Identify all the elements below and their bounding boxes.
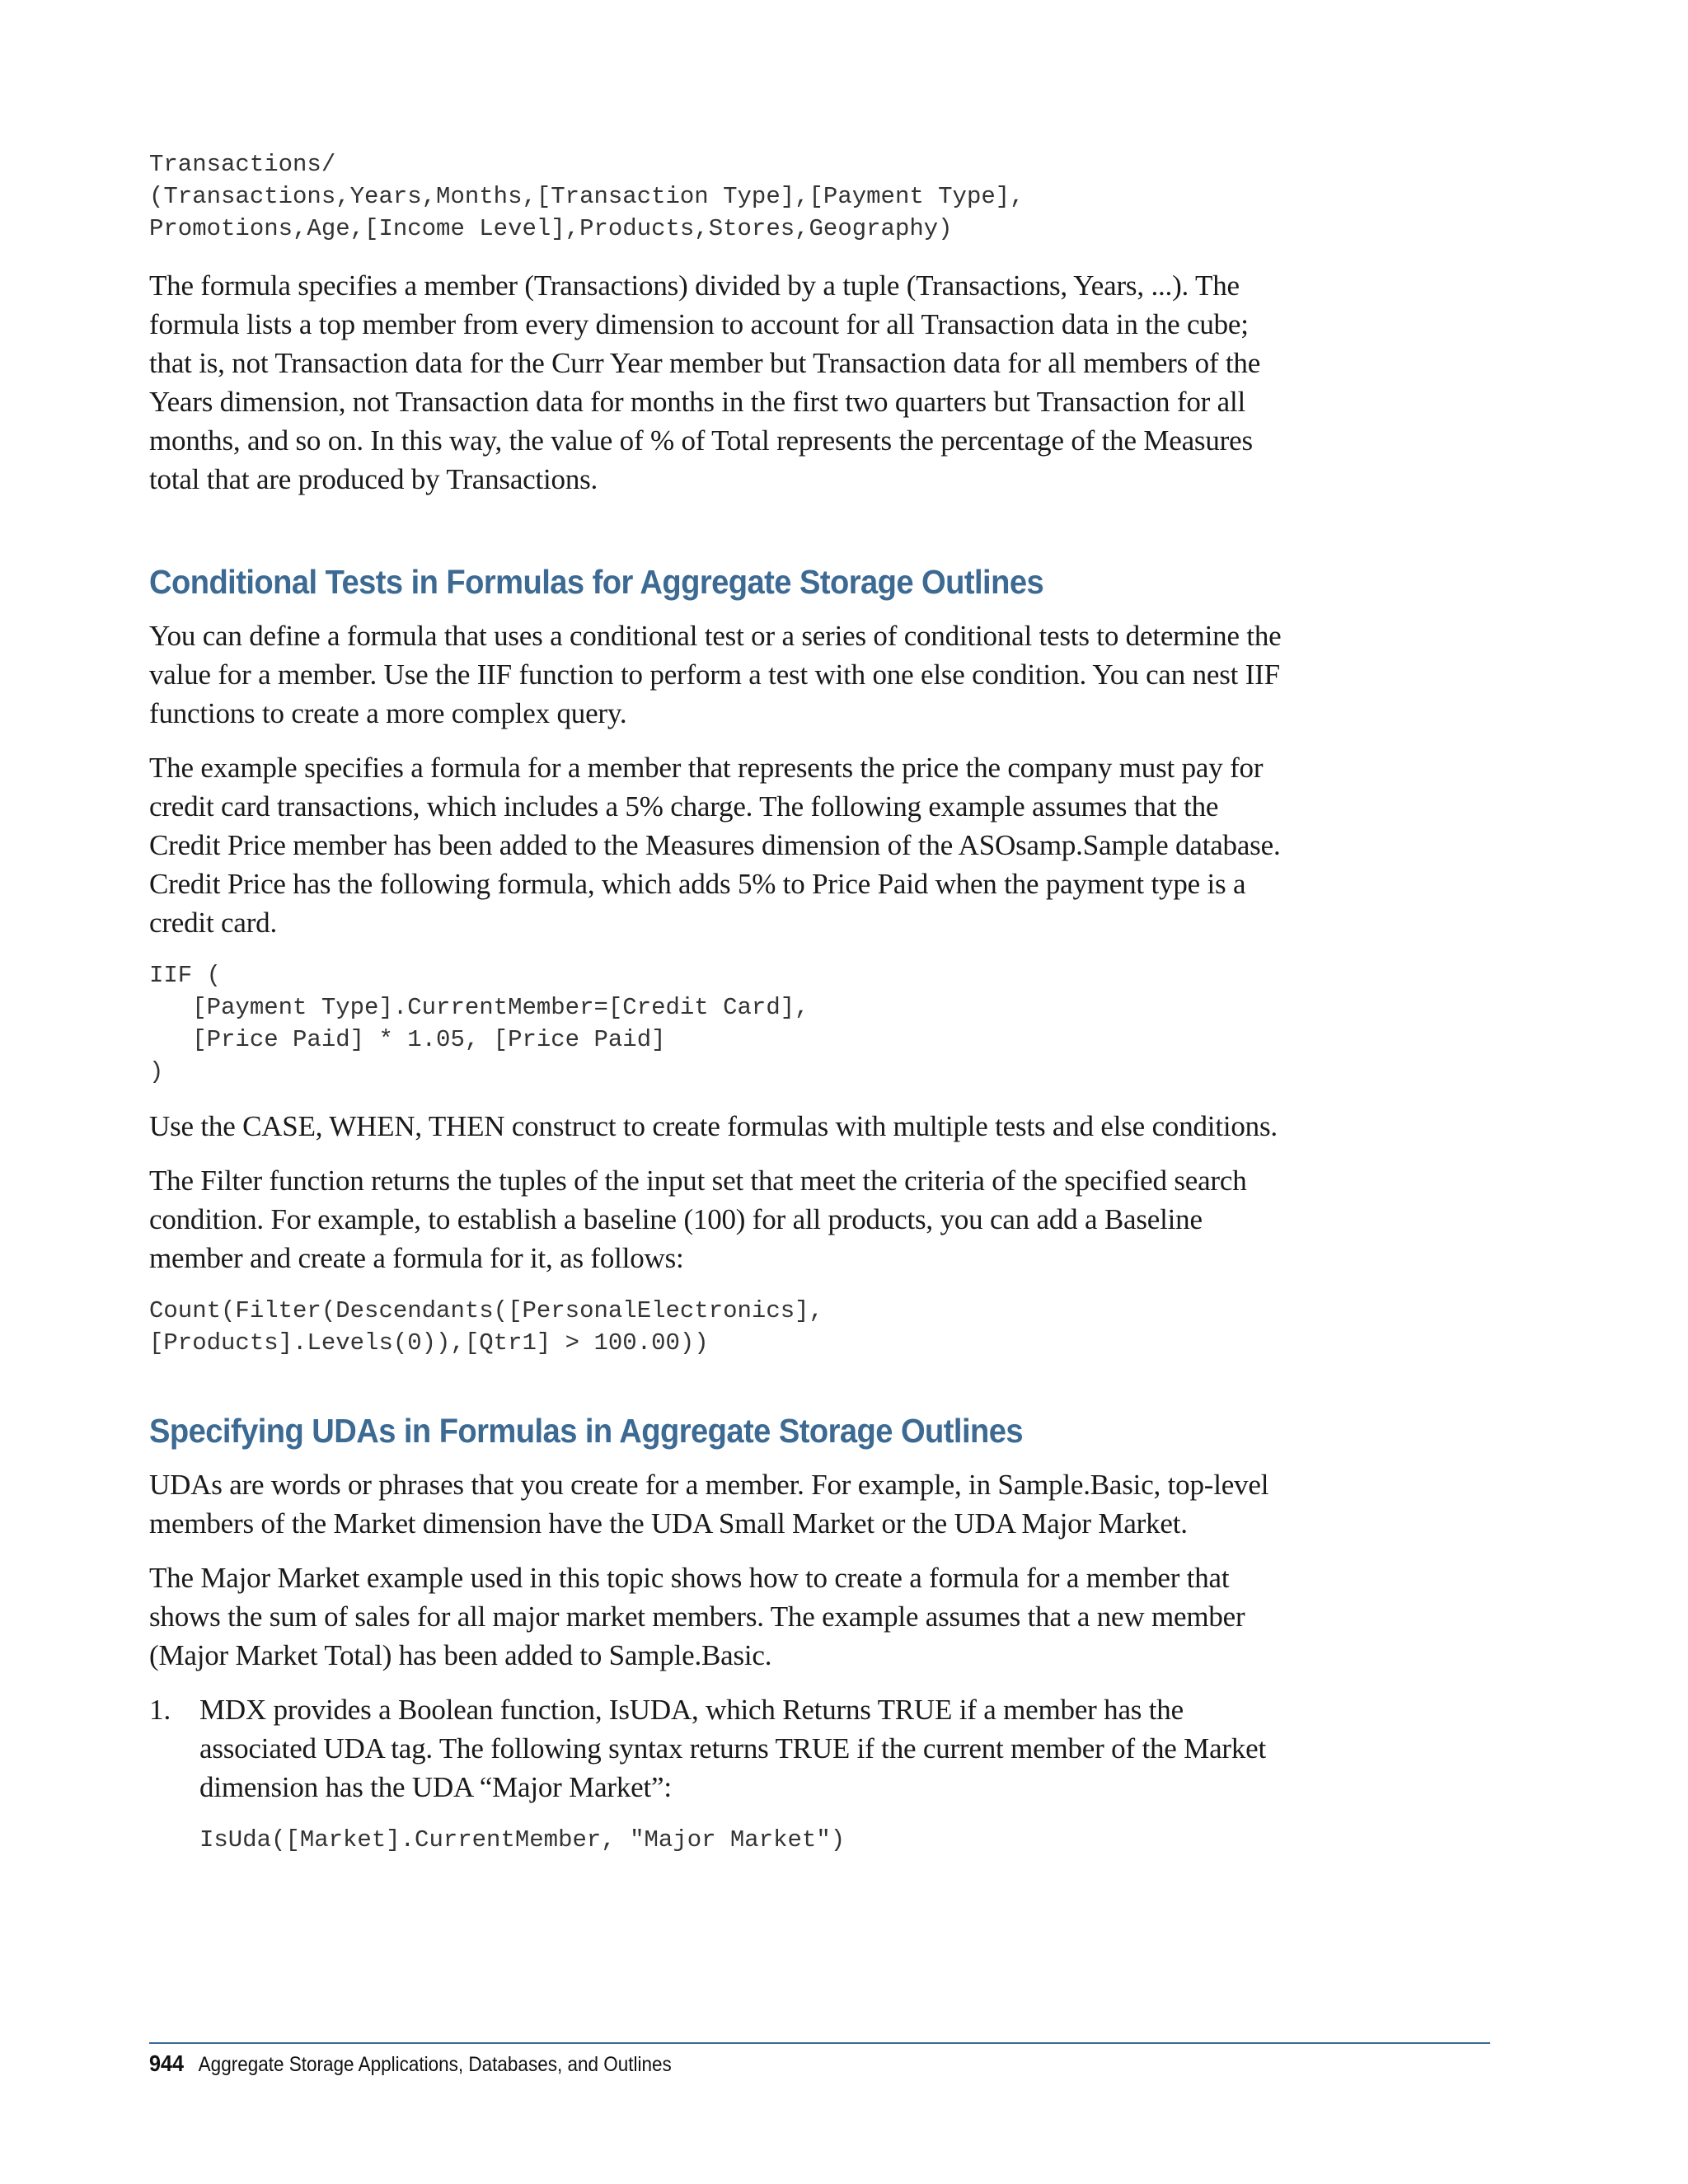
paragraph-case-when-then: Use the CASE, WHEN, THEN construct to create formulas with multiple tests and else conditions.: [149, 1110, 1278, 1142]
page-content: [149, 148, 1295, 1856]
list-item-number: 1.: [149, 1694, 171, 1726]
code-block-isuda: IsUda([Market].CurrentMember, "Major Market"): [199, 1826, 846, 1854]
paragraph-conditional-intro: You can define a formula that uses a conditional test or a series of conditional tests to determine the value for a member. Use the IIF function to perform a test with one else condition. You can nest IIF functions to create a more complex query.: [149, 620, 1282, 729]
paragraph-major-market-example: The Major Market example used in this topic shows how to create a formula for a member that shows the sum of sales for all major market members. The example assumes that a new member (Major Market Total) has been added to Sample.Basic.: [149, 1562, 1245, 1671]
paragraph-formula-explanation: The formula specifies a member (Transactions) divided by a tuple (Transactions, Years, ...). The formula lists a top member from every dimension to account for all Transaction data in the cube; that is, not Transaction data for the Curr Year member but Transaction data for all members of the Years dimension, not Transaction data for months in the first two quarters but Transaction for all months, and so on. In this way, the value of % of Total represents the percentage of the Measures total that are produced by Transactions.: [149, 269, 1261, 495]
section-heading-conditional-tests: Conditional Tests in Formulas for Aggregate Storage Outlines: [149, 563, 1044, 601]
footer-divider: [149, 2042, 1490, 2044]
paragraph-uda-definition: UDAs are words or phrases that you create for a member. For example, in Sample.Basic, top-level members of the Market dimension have the UDA Small Market or the UDA Major Market.: [149, 1469, 1269, 1540]
section-heading-udas: Specifying UDAs in Formulas in Aggregate Storage Outlines: [149, 1412, 1024, 1450]
numbered-list-item: [149, 1690, 1295, 1856]
page-number: 944: [149, 2050, 185, 2076]
code-block-iif: IIF ( [Payment Type].CurrentMember=[Credit Card], [Price Paid] * 1.05, [Price Paid] ): [149, 962, 809, 1085]
code-block-filter: Count(Filter(Descendants([PersonalElectronics], [Products].Levels(0)),[Qtr1] > 100.00)): [149, 1297, 823, 1357]
paragraph-credit-price-example: The example specifies a formula for a member that represents the price the company must pay for credit card transactions, which includes a 5% charge. The following example assumes that the Credit Price member has been added to the Measures dimension of the ASOsamp.Sample database. Credit Price has the following formula, which adds 5% to Price Paid when the payment type is a credit card.: [149, 752, 1281, 939]
chapter-title: Aggregate Storage Applications, Databases, and Outlines: [198, 2053, 672, 2076]
paragraph-filter-function: The Filter function returns the tuples of the input set that meet the criteria of the specified search condition. For example, to establish a baseline (100) for all products, you can add a Baseline member and create a formula for it, as follows:: [149, 1165, 1247, 1274]
code-block-transactions: Transactions/ (Transactions,Years,Months,[Transaction Type],[Payment Type], Promotions,Age,[Income Level],Products,Stores,Geography): [149, 151, 1025, 242]
page-footer: [149, 2050, 672, 2077]
list-item-text: MDX provides a Boolean function, IsUDA, which Returns TRUE if a member has the associated UDA tag. The following syntax returns TRUE if the current member of the Market dimension has the UDA “Major Market”:: [199, 1694, 1267, 1803]
